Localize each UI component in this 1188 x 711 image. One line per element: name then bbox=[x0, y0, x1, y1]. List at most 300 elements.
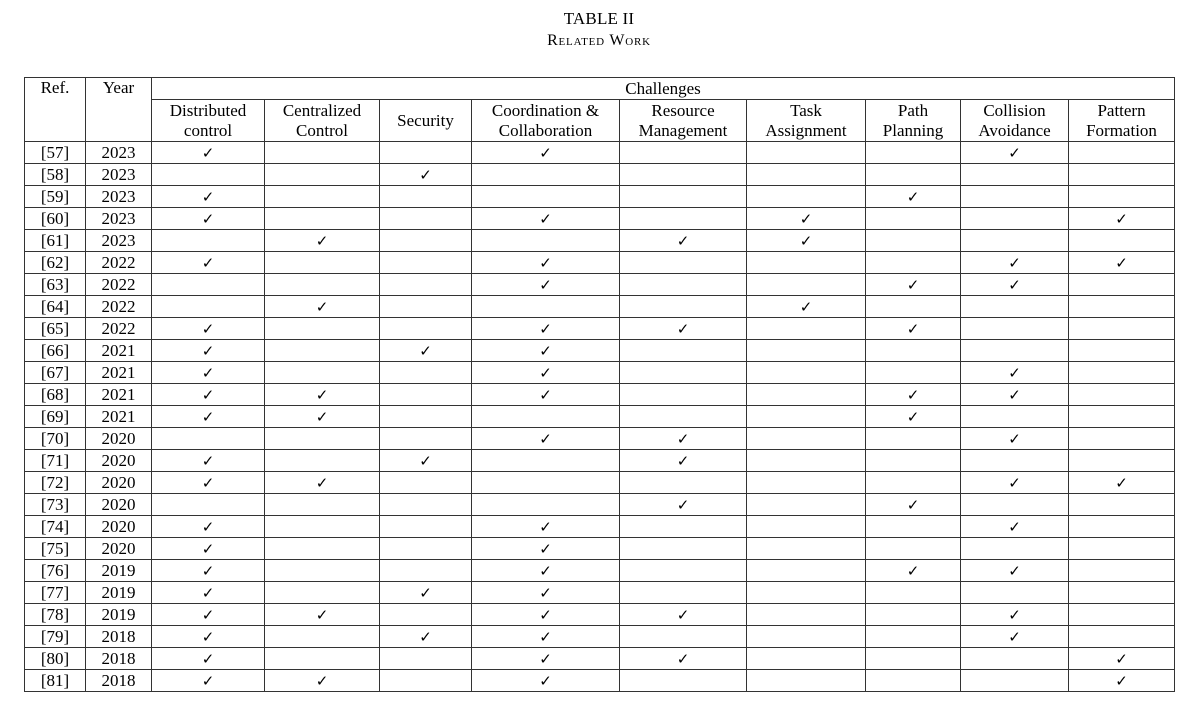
table-row bbox=[25, 164, 1175, 186]
check-mark-icon: ✓ bbox=[539, 561, 552, 580]
challenge-cell bbox=[472, 516, 620, 538]
challenge-cell bbox=[472, 384, 620, 406]
challenge-cell bbox=[747, 626, 866, 648]
check-mark-icon: ✓ bbox=[676, 319, 690, 338]
challenge-cell bbox=[961, 472, 1069, 494]
check-mark-icon: ✓ bbox=[1008, 253, 1021, 272]
challenge-cell bbox=[747, 208, 866, 230]
challenge-cell bbox=[265, 318, 380, 340]
challenge-cell bbox=[866, 296, 961, 318]
challenge-cell bbox=[866, 538, 961, 560]
challenge-cell bbox=[620, 186, 747, 208]
challenge-cell bbox=[866, 274, 961, 296]
challenge-cell bbox=[265, 538, 380, 560]
challenge-header-line1: Coordination & bbox=[491, 100, 600, 120]
challenge-cell bbox=[620, 626, 747, 648]
check-mark-icon: ✓ bbox=[1115, 649, 1128, 668]
table-row bbox=[25, 494, 1175, 516]
challenge-cell bbox=[747, 164, 866, 186]
challenge-cell bbox=[472, 428, 620, 450]
challenge-header-line2: Planning bbox=[882, 120, 944, 140]
challenge-cell bbox=[866, 164, 961, 186]
challenge-cell bbox=[380, 252, 472, 274]
ref-cell: [67] bbox=[25, 362, 86, 384]
challenge-cell bbox=[380, 164, 472, 186]
challenge-cell bbox=[866, 494, 961, 516]
year-cell: 2023 bbox=[86, 208, 152, 230]
table-row bbox=[25, 362, 1175, 384]
challenge-cell bbox=[1069, 670, 1175, 692]
challenge-cell bbox=[265, 142, 380, 164]
challenge-cell bbox=[961, 274, 1069, 296]
challenge-column-header bbox=[961, 100, 1069, 142]
check-mark-icon: ✓ bbox=[799, 209, 813, 228]
check-mark-icon: ✓ bbox=[906, 407, 920, 426]
challenge-cell bbox=[747, 318, 866, 340]
challenge-cell bbox=[620, 494, 747, 516]
challenge-cell bbox=[1069, 384, 1175, 406]
table-row bbox=[25, 472, 1175, 494]
challenge-cell bbox=[1069, 538, 1175, 560]
challenge-cell bbox=[747, 362, 866, 384]
challenge-cell bbox=[747, 516, 866, 538]
year-cell: 2023 bbox=[86, 230, 152, 252]
table-row bbox=[25, 626, 1175, 648]
check-mark-icon: ✓ bbox=[539, 605, 552, 624]
year-cell: 2020 bbox=[86, 472, 152, 494]
table-row bbox=[25, 230, 1175, 252]
table-row bbox=[25, 516, 1175, 538]
challenge-cell bbox=[472, 252, 620, 274]
table-row bbox=[25, 142, 1175, 164]
challenge-cell bbox=[747, 230, 866, 252]
year-cell: 2018 bbox=[86, 648, 152, 670]
challenge-cell bbox=[747, 384, 866, 406]
year-cell: 2020 bbox=[86, 494, 152, 516]
check-mark-icon: ✓ bbox=[906, 275, 920, 294]
year-cell: 2020 bbox=[86, 450, 152, 472]
challenge-cell bbox=[380, 142, 472, 164]
challenge-cell bbox=[1069, 340, 1175, 362]
challenge-cell bbox=[866, 648, 961, 670]
check-mark-icon: ✓ bbox=[539, 583, 552, 602]
check-mark-icon: ✓ bbox=[315, 671, 329, 690]
ref-cell: [77] bbox=[25, 582, 86, 604]
challenge-cell bbox=[152, 494, 265, 516]
check-mark-icon: ✓ bbox=[201, 143, 215, 162]
challenge-cell bbox=[265, 296, 380, 318]
year-cell: 2019 bbox=[86, 582, 152, 604]
challenge-header-line1: Pattern bbox=[1097, 100, 1146, 120]
challenge-cell bbox=[265, 274, 380, 296]
challenge-cell bbox=[265, 230, 380, 252]
challenge-cell bbox=[152, 164, 265, 186]
challenge-cell bbox=[380, 648, 472, 670]
check-mark-icon: ✓ bbox=[201, 627, 215, 646]
check-mark-icon: ✓ bbox=[539, 363, 552, 382]
check-mark-icon: ✓ bbox=[1008, 429, 1021, 448]
challenge-cell bbox=[866, 560, 961, 582]
challenge-cell bbox=[472, 560, 620, 582]
challenge-cell bbox=[1069, 296, 1175, 318]
ref-cell: [57] bbox=[25, 142, 86, 164]
challenge-cell bbox=[265, 604, 380, 626]
challenge-cell bbox=[961, 230, 1069, 252]
challenge-cell bbox=[1069, 450, 1175, 472]
table-row bbox=[25, 560, 1175, 582]
check-mark-icon: ✓ bbox=[315, 605, 329, 624]
challenge-cell bbox=[472, 538, 620, 560]
challenge-cell bbox=[380, 340, 472, 362]
challenge-cell bbox=[620, 384, 747, 406]
challenge-cell bbox=[472, 274, 620, 296]
challenge-cell bbox=[472, 648, 620, 670]
challenge-cell bbox=[152, 362, 265, 384]
challenge-cell bbox=[961, 186, 1069, 208]
check-mark-icon: ✓ bbox=[1008, 627, 1021, 646]
check-mark-icon: ✓ bbox=[201, 385, 215, 404]
challenge-cell bbox=[380, 516, 472, 538]
challenge-cell bbox=[152, 274, 265, 296]
challenge-cell bbox=[265, 252, 380, 274]
check-mark-icon: ✓ bbox=[1008, 275, 1021, 294]
challenge-cell bbox=[1069, 428, 1175, 450]
ref-cell: [58] bbox=[25, 164, 86, 186]
challenge-cell bbox=[866, 252, 961, 274]
table-number: TABLE II bbox=[563, 9, 635, 28]
challenge-cell bbox=[1069, 472, 1175, 494]
challenge-cell bbox=[1069, 142, 1175, 164]
challenge-cell bbox=[1069, 230, 1175, 252]
challenge-header-line1: Distributed bbox=[169, 100, 247, 120]
challenge-header-line2: Management bbox=[638, 120, 728, 140]
challenge-column-header bbox=[152, 100, 265, 142]
challenge-cell bbox=[866, 384, 961, 406]
year-cell: 2022 bbox=[86, 274, 152, 296]
challenge-cell bbox=[866, 604, 961, 626]
ref-cell: [62] bbox=[25, 252, 86, 274]
year-cell: 2021 bbox=[86, 340, 152, 362]
challenge-cell bbox=[747, 582, 866, 604]
check-mark-icon: ✓ bbox=[539, 385, 552, 404]
challenge-cell bbox=[265, 450, 380, 472]
challenge-cell bbox=[152, 230, 265, 252]
challenge-cell bbox=[380, 538, 472, 560]
challenge-cell bbox=[152, 318, 265, 340]
check-mark-icon: ✓ bbox=[1115, 209, 1128, 228]
challenge-column-header bbox=[620, 100, 747, 142]
challenge-cell bbox=[747, 670, 866, 692]
year-cell: 2022 bbox=[86, 252, 152, 274]
year-cell: 2020 bbox=[86, 538, 152, 560]
challenges-header: Challenges bbox=[152, 78, 1175, 100]
challenge-cell bbox=[620, 142, 747, 164]
check-mark-icon: ✓ bbox=[201, 451, 215, 470]
year-cell: 2020 bbox=[86, 516, 152, 538]
check-mark-icon: ✓ bbox=[799, 231, 813, 250]
check-mark-icon: ✓ bbox=[1008, 561, 1021, 580]
table-row bbox=[25, 604, 1175, 626]
challenge-header-line1: Security bbox=[397, 110, 454, 130]
check-mark-icon: ✓ bbox=[1008, 363, 1021, 382]
challenge-cell bbox=[747, 604, 866, 626]
challenge-cell bbox=[961, 494, 1069, 516]
ref-cell: [69] bbox=[25, 406, 86, 428]
challenge-column-header bbox=[472, 100, 620, 142]
year-cell: 2023 bbox=[86, 186, 152, 208]
table-row bbox=[25, 274, 1175, 296]
year-cell: 2020 bbox=[86, 428, 152, 450]
challenge-cell bbox=[472, 406, 620, 428]
ref-cell: [59] bbox=[25, 186, 86, 208]
challenge-header-line2: Control bbox=[296, 120, 348, 140]
challenge-cell bbox=[747, 494, 866, 516]
challenge-cell bbox=[620, 274, 747, 296]
challenge-cell bbox=[620, 164, 747, 186]
challenge-cell bbox=[961, 604, 1069, 626]
challenge-header-line2: control bbox=[183, 120, 233, 140]
challenge-cell bbox=[747, 428, 866, 450]
challenge-header-line1: Task bbox=[790, 100, 822, 120]
challenge-cell bbox=[265, 472, 380, 494]
challenge-cell bbox=[961, 296, 1069, 318]
challenge-cell bbox=[866, 230, 961, 252]
challenge-cell bbox=[866, 362, 961, 384]
challenge-cell bbox=[747, 296, 866, 318]
challenge-cell bbox=[747, 252, 866, 274]
check-mark-icon: ✓ bbox=[906, 385, 920, 404]
challenge-cell bbox=[152, 142, 265, 164]
challenge-cell bbox=[620, 560, 747, 582]
table-row bbox=[25, 648, 1175, 670]
challenge-cell bbox=[265, 406, 380, 428]
check-mark-icon: ✓ bbox=[539, 649, 552, 668]
challenge-cell bbox=[1069, 604, 1175, 626]
challenge-cell bbox=[380, 428, 472, 450]
check-mark-icon: ✓ bbox=[315, 231, 329, 250]
challenge-cell bbox=[1069, 164, 1175, 186]
challenge-cell bbox=[152, 208, 265, 230]
challenge-cell bbox=[866, 208, 961, 230]
check-mark-icon: ✓ bbox=[201, 539, 215, 558]
ref-cell: [81] bbox=[25, 670, 86, 692]
challenge-cell bbox=[961, 406, 1069, 428]
challenge-cell bbox=[620, 230, 747, 252]
challenge-cell bbox=[961, 142, 1069, 164]
challenge-cell bbox=[380, 472, 472, 494]
check-mark-icon: ✓ bbox=[676, 429, 690, 448]
check-mark-icon: ✓ bbox=[315, 385, 329, 404]
challenge-cell bbox=[152, 648, 265, 670]
related-work-table bbox=[24, 77, 1175, 692]
check-mark-icon: ✓ bbox=[539, 253, 552, 272]
challenge-cell bbox=[380, 274, 472, 296]
challenge-cell bbox=[620, 648, 747, 670]
year-cell: 2023 bbox=[86, 142, 152, 164]
challenge-cell bbox=[961, 384, 1069, 406]
challenge-cell bbox=[380, 560, 472, 582]
challenge-cell bbox=[380, 582, 472, 604]
challenge-cell bbox=[1069, 208, 1175, 230]
challenge-cell bbox=[961, 208, 1069, 230]
check-mark-icon: ✓ bbox=[539, 341, 552, 360]
table-row bbox=[25, 428, 1175, 450]
challenge-cell bbox=[961, 560, 1069, 582]
check-mark-icon: ✓ bbox=[1115, 473, 1128, 492]
challenge-cell bbox=[152, 538, 265, 560]
challenge-cell bbox=[152, 626, 265, 648]
challenge-cell bbox=[620, 362, 747, 384]
ref-header: Ref. bbox=[25, 78, 86, 142]
challenge-cell bbox=[380, 626, 472, 648]
challenge-cell bbox=[380, 230, 472, 252]
check-mark-icon: ✓ bbox=[676, 649, 690, 668]
challenge-cell bbox=[472, 230, 620, 252]
check-mark-icon: ✓ bbox=[201, 517, 215, 536]
check-mark-icon: ✓ bbox=[539, 275, 552, 294]
challenge-cell bbox=[380, 296, 472, 318]
challenge-cell bbox=[1069, 582, 1175, 604]
challenge-cell bbox=[152, 450, 265, 472]
challenge-cell bbox=[747, 472, 866, 494]
challenge-cell bbox=[380, 670, 472, 692]
challenge-cell bbox=[472, 208, 620, 230]
table-row bbox=[25, 296, 1175, 318]
challenge-cell bbox=[961, 538, 1069, 560]
check-mark-icon: ✓ bbox=[419, 583, 432, 602]
check-mark-icon: ✓ bbox=[201, 209, 215, 228]
challenge-cell bbox=[961, 582, 1069, 604]
challenge-cell bbox=[472, 296, 620, 318]
challenge-cell bbox=[1069, 516, 1175, 538]
challenge-cell bbox=[1069, 252, 1175, 274]
check-mark-icon: ✓ bbox=[539, 671, 552, 690]
challenge-cell bbox=[152, 428, 265, 450]
challenge-header-line2: Assignment bbox=[765, 120, 847, 140]
challenge-cell bbox=[620, 604, 747, 626]
check-mark-icon: ✓ bbox=[1008, 605, 1021, 624]
check-mark-icon: ✓ bbox=[201, 561, 215, 580]
check-mark-icon: ✓ bbox=[1008, 143, 1021, 162]
check-mark-icon: ✓ bbox=[906, 319, 920, 338]
challenge-cell bbox=[152, 384, 265, 406]
challenge-cell bbox=[1069, 362, 1175, 384]
year-cell: 2021 bbox=[86, 406, 152, 428]
check-mark-icon: ✓ bbox=[799, 297, 813, 316]
challenge-cell bbox=[961, 516, 1069, 538]
challenge-cell bbox=[1069, 648, 1175, 670]
challenge-cell bbox=[620, 318, 747, 340]
check-mark-icon: ✓ bbox=[201, 605, 215, 624]
challenge-cell bbox=[472, 340, 620, 362]
check-mark-icon: ✓ bbox=[539, 319, 552, 338]
challenge-column-header bbox=[1069, 100, 1175, 142]
challenge-cell bbox=[472, 186, 620, 208]
challenge-cell bbox=[620, 450, 747, 472]
challenge-cell bbox=[380, 362, 472, 384]
check-mark-icon: ✓ bbox=[201, 671, 215, 690]
check-mark-icon: ✓ bbox=[419, 165, 432, 184]
challenge-cell bbox=[747, 274, 866, 296]
year-cell: 2021 bbox=[86, 362, 152, 384]
ref-cell: [66] bbox=[25, 340, 86, 362]
challenge-cell bbox=[380, 208, 472, 230]
check-mark-icon: ✓ bbox=[1008, 473, 1021, 492]
challenge-header-line2: Formation bbox=[1086, 120, 1157, 140]
challenge-cell bbox=[152, 186, 265, 208]
ref-cell: [63] bbox=[25, 274, 86, 296]
challenge-cell bbox=[472, 670, 620, 692]
year-cell: 2018 bbox=[86, 670, 152, 692]
challenge-cell bbox=[152, 296, 265, 318]
check-mark-icon: ✓ bbox=[1008, 385, 1021, 404]
challenge-cell bbox=[866, 626, 961, 648]
challenge-cell bbox=[152, 406, 265, 428]
challenge-cell bbox=[747, 560, 866, 582]
check-mark-icon: ✓ bbox=[201, 363, 215, 382]
check-mark-icon: ✓ bbox=[201, 187, 215, 206]
ref-cell: [80] bbox=[25, 648, 86, 670]
check-mark-icon: ✓ bbox=[201, 649, 215, 668]
challenge-cell bbox=[620, 472, 747, 494]
challenge-cell bbox=[866, 340, 961, 362]
challenge-cell bbox=[265, 362, 380, 384]
challenge-cell bbox=[961, 164, 1069, 186]
challenge-cell bbox=[152, 516, 265, 538]
challenge-cell bbox=[472, 494, 620, 516]
ref-cell: [61] bbox=[25, 230, 86, 252]
check-mark-icon: ✓ bbox=[201, 583, 215, 602]
challenge-cell bbox=[961, 340, 1069, 362]
challenge-cell bbox=[620, 516, 747, 538]
challenge-cell bbox=[152, 670, 265, 692]
challenge-cell bbox=[265, 670, 380, 692]
year-cell: 2019 bbox=[86, 604, 152, 626]
check-mark-icon: ✓ bbox=[676, 231, 690, 250]
ref-cell: [74] bbox=[25, 516, 86, 538]
check-mark-icon: ✓ bbox=[201, 319, 215, 338]
check-mark-icon: ✓ bbox=[419, 451, 432, 470]
check-mark-icon: ✓ bbox=[315, 473, 329, 492]
challenge-cell bbox=[961, 626, 1069, 648]
challenge-cell bbox=[866, 450, 961, 472]
challenge-cell bbox=[961, 362, 1069, 384]
ref-cell: [64] bbox=[25, 296, 86, 318]
challenge-cell bbox=[866, 406, 961, 428]
challenge-cell bbox=[152, 560, 265, 582]
challenge-column-header bbox=[866, 100, 961, 142]
challenge-cell bbox=[1069, 560, 1175, 582]
check-mark-icon: ✓ bbox=[201, 473, 215, 492]
challenge-cell bbox=[747, 340, 866, 362]
check-mark-icon: ✓ bbox=[539, 539, 552, 558]
check-mark-icon: ✓ bbox=[201, 253, 215, 272]
challenge-cell bbox=[620, 582, 747, 604]
challenge-cell bbox=[866, 472, 961, 494]
challenge-cell bbox=[265, 164, 380, 186]
challenge-cell bbox=[152, 582, 265, 604]
challenge-header-line1: Centralized bbox=[282, 100, 362, 120]
challenge-cell bbox=[620, 428, 747, 450]
challenge-cell bbox=[152, 340, 265, 362]
year-header: Year bbox=[86, 78, 152, 142]
challenge-cell bbox=[472, 362, 620, 384]
ref-cell: [78] bbox=[25, 604, 86, 626]
challenge-cell bbox=[472, 318, 620, 340]
check-mark-icon: ✓ bbox=[539, 627, 552, 646]
ref-cell: [76] bbox=[25, 560, 86, 582]
challenge-cell bbox=[152, 472, 265, 494]
